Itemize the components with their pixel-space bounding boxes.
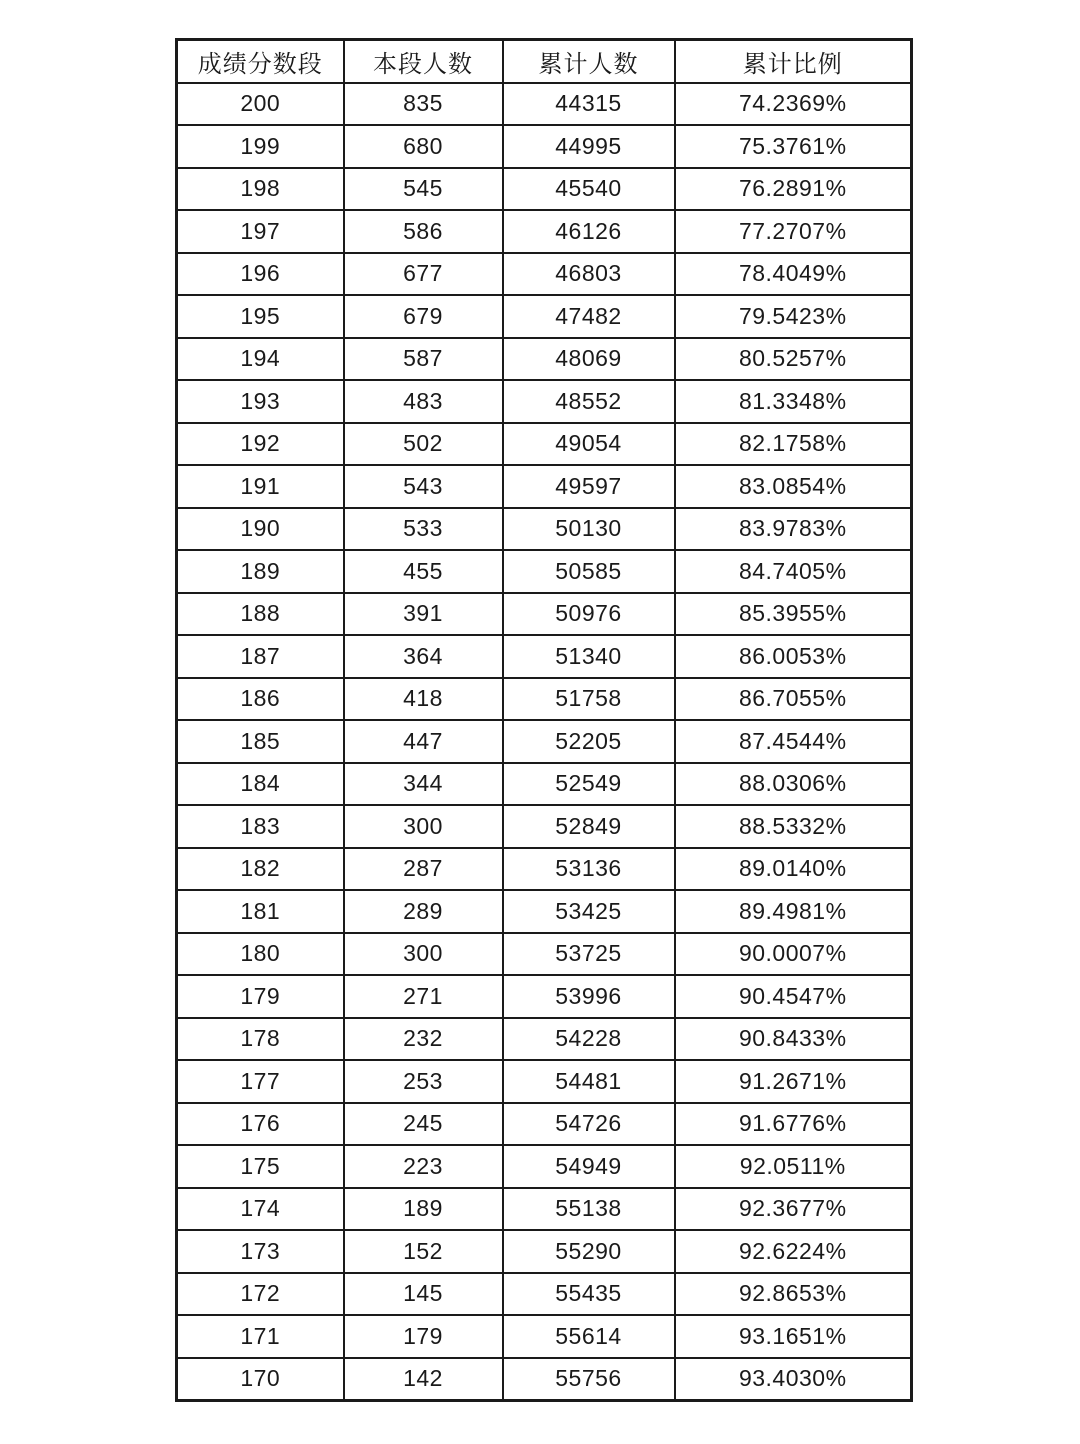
- table-cell: 447: [344, 720, 503, 763]
- table-row: [177, 1145, 912, 1188]
- table-cell: 89.0140%: [675, 848, 912, 891]
- table-cell: 45540: [503, 168, 675, 211]
- table-cell: 142: [344, 1358, 503, 1401]
- table-row: [177, 1188, 912, 1231]
- table-cell: 92.3677%: [675, 1188, 912, 1231]
- table-cell: 54228: [503, 1018, 675, 1061]
- table-cell: 92.8653%: [675, 1273, 912, 1316]
- table-cell: 183: [177, 805, 344, 848]
- table-cell: 51758: [503, 678, 675, 721]
- table-cell: 185: [177, 720, 344, 763]
- table-cell: 86.0053%: [675, 635, 912, 678]
- table-row: [177, 975, 912, 1018]
- table-cell: 93.1651%: [675, 1315, 912, 1358]
- table-row: [177, 338, 912, 381]
- table-cell: 483: [344, 380, 503, 423]
- table-body: [177, 83, 912, 1401]
- table-cell: 50976: [503, 593, 675, 636]
- table-cell: 171: [177, 1315, 344, 1358]
- table-cell: 189: [177, 550, 344, 593]
- column-header-4: 累计比例: [675, 40, 912, 83]
- table-cell: 245: [344, 1103, 503, 1146]
- table-cell: 680: [344, 125, 503, 168]
- table-cell: 46803: [503, 253, 675, 296]
- table-cell: 190: [177, 508, 344, 551]
- table-cell: 92.0511%: [675, 1145, 912, 1188]
- table-cell: 173: [177, 1230, 344, 1273]
- table-cell: 82.1758%: [675, 423, 912, 466]
- table-cell: 79.5423%: [675, 295, 912, 338]
- table-row: [177, 380, 912, 423]
- table-cell: 78.4049%: [675, 253, 912, 296]
- table-cell: 193: [177, 380, 344, 423]
- table-cell: 196: [177, 253, 344, 296]
- table-cell: 200: [177, 83, 344, 126]
- table-cell: 172: [177, 1273, 344, 1316]
- table-cell: 44315: [503, 83, 675, 126]
- table-cell: 88.0306%: [675, 763, 912, 806]
- table-cell: 83.9783%: [675, 508, 912, 551]
- table-cell: 55614: [503, 1315, 675, 1358]
- table-cell: 300: [344, 805, 503, 848]
- table-row: [177, 763, 912, 806]
- table-header-row: [177, 40, 912, 83]
- table-cell: 54726: [503, 1103, 675, 1146]
- table-cell: 74.2369%: [675, 83, 912, 126]
- table-cell: 179: [177, 975, 344, 1018]
- score-distribution-table: [175, 38, 913, 1402]
- table-cell: 87.4544%: [675, 720, 912, 763]
- table-cell: 91.6776%: [675, 1103, 912, 1146]
- table-row: [177, 635, 912, 678]
- table-cell: 223: [344, 1145, 503, 1188]
- table-row: [177, 423, 912, 466]
- table-row: [177, 678, 912, 721]
- table-cell: 44995: [503, 125, 675, 168]
- table-cell: 52849: [503, 805, 675, 848]
- table-cell: 587: [344, 338, 503, 381]
- table-cell: 586: [344, 210, 503, 253]
- table-row: [177, 125, 912, 168]
- table-cell: 180: [177, 933, 344, 976]
- table-cell: 455: [344, 550, 503, 593]
- table-cell: 91.2671%: [675, 1060, 912, 1103]
- table-cell: 197: [177, 210, 344, 253]
- table-cell: 50585: [503, 550, 675, 593]
- table-cell: 188: [177, 593, 344, 636]
- column-header-2: 本段人数: [344, 40, 503, 83]
- table-cell: 93.4030%: [675, 1358, 912, 1401]
- table-cell: 85.3955%: [675, 593, 912, 636]
- table-row: [177, 1103, 912, 1146]
- table-cell: 86.7055%: [675, 678, 912, 721]
- table-row: [177, 1273, 912, 1316]
- table-row: [177, 1358, 912, 1401]
- table-cell: 195: [177, 295, 344, 338]
- table-row: [177, 848, 912, 891]
- table-cell: 48069: [503, 338, 675, 381]
- table-cell: 178: [177, 1018, 344, 1061]
- table-row: [177, 805, 912, 848]
- table-cell: 52205: [503, 720, 675, 763]
- table-cell: 176: [177, 1103, 344, 1146]
- table-cell: 679: [344, 295, 503, 338]
- table-cell: 90.8433%: [675, 1018, 912, 1061]
- table-cell: 92.6224%: [675, 1230, 912, 1273]
- table-row: [177, 83, 912, 126]
- table-cell: 186: [177, 678, 344, 721]
- table-cell: 198: [177, 168, 344, 211]
- table-cell: 170: [177, 1358, 344, 1401]
- table-cell: 364: [344, 635, 503, 678]
- table-cell: 391: [344, 593, 503, 636]
- table-row: [177, 1060, 912, 1103]
- table-cell: 194: [177, 338, 344, 381]
- table-cell: 90.4547%: [675, 975, 912, 1018]
- table-row: [177, 890, 912, 933]
- table-cell: 184: [177, 763, 344, 806]
- table-cell: 182: [177, 848, 344, 891]
- column-header-1: 成绩分数段: [177, 40, 344, 83]
- table-cell: 76.2891%: [675, 168, 912, 211]
- table-row: [177, 1018, 912, 1061]
- table-cell: 88.5332%: [675, 805, 912, 848]
- table-cell: 187: [177, 635, 344, 678]
- table-cell: 81.3348%: [675, 380, 912, 423]
- table-cell: 152: [344, 1230, 503, 1273]
- table-cell: 175: [177, 1145, 344, 1188]
- table-cell: 191: [177, 465, 344, 508]
- table-row: [177, 550, 912, 593]
- table-row: [177, 593, 912, 636]
- table-cell: 49597: [503, 465, 675, 508]
- table-row: [177, 1315, 912, 1358]
- table-cell: 52549: [503, 763, 675, 806]
- table-cell: 287: [344, 848, 503, 891]
- table-cell: 543: [344, 465, 503, 508]
- table-cell: 253: [344, 1060, 503, 1103]
- table-cell: 145: [344, 1273, 503, 1316]
- table-row: [177, 508, 912, 551]
- table-cell: 181: [177, 890, 344, 933]
- table-cell: 54949: [503, 1145, 675, 1188]
- table-cell: 192: [177, 423, 344, 466]
- table-cell: 174: [177, 1188, 344, 1231]
- table-cell: 55290: [503, 1230, 675, 1273]
- table-cell: 344: [344, 763, 503, 806]
- table-cell: 55756: [503, 1358, 675, 1401]
- table-cell: 179: [344, 1315, 503, 1358]
- table-cell: 53996: [503, 975, 675, 1018]
- table-cell: 53725: [503, 933, 675, 976]
- table-cell: 54481: [503, 1060, 675, 1103]
- table-cell: 84.7405%: [675, 550, 912, 593]
- table-row: [177, 465, 912, 508]
- table-cell: 49054: [503, 423, 675, 466]
- table-cell: 177: [177, 1060, 344, 1103]
- table-cell: 51340: [503, 635, 675, 678]
- table-cell: 418: [344, 678, 503, 721]
- table-cell: 189: [344, 1188, 503, 1231]
- table-row: [177, 933, 912, 976]
- table-cell: 835: [344, 83, 503, 126]
- table-row: [177, 720, 912, 763]
- table-cell: 545: [344, 168, 503, 211]
- table-cell: 46126: [503, 210, 675, 253]
- table-row: [177, 253, 912, 296]
- table-cell: 199: [177, 125, 344, 168]
- table-row: [177, 1230, 912, 1273]
- table-cell: 300: [344, 933, 503, 976]
- table-cell: 53136: [503, 848, 675, 891]
- table-cell: 677: [344, 253, 503, 296]
- table-cell: 232: [344, 1018, 503, 1061]
- table-row: [177, 210, 912, 253]
- table-cell: 55435: [503, 1273, 675, 1316]
- table-cell: 50130: [503, 508, 675, 551]
- table-cell: 53425: [503, 890, 675, 933]
- table-cell: 47482: [503, 295, 675, 338]
- table-cell: 502: [344, 423, 503, 466]
- table-cell: 89.4981%: [675, 890, 912, 933]
- table-row: [177, 168, 912, 211]
- table-cell: 55138: [503, 1188, 675, 1231]
- table-cell: 90.0007%: [675, 933, 912, 976]
- column-header-3: 累计人数: [503, 40, 675, 83]
- table-cell: 75.3761%: [675, 125, 912, 168]
- table-row: [177, 295, 912, 338]
- table-cell: 77.2707%: [675, 210, 912, 253]
- table-cell: 83.0854%: [675, 465, 912, 508]
- table-cell: 533: [344, 508, 503, 551]
- table-cell: 80.5257%: [675, 338, 912, 381]
- table-cell: 271: [344, 975, 503, 1018]
- table-cell: 289: [344, 890, 503, 933]
- table-cell: 48552: [503, 380, 675, 423]
